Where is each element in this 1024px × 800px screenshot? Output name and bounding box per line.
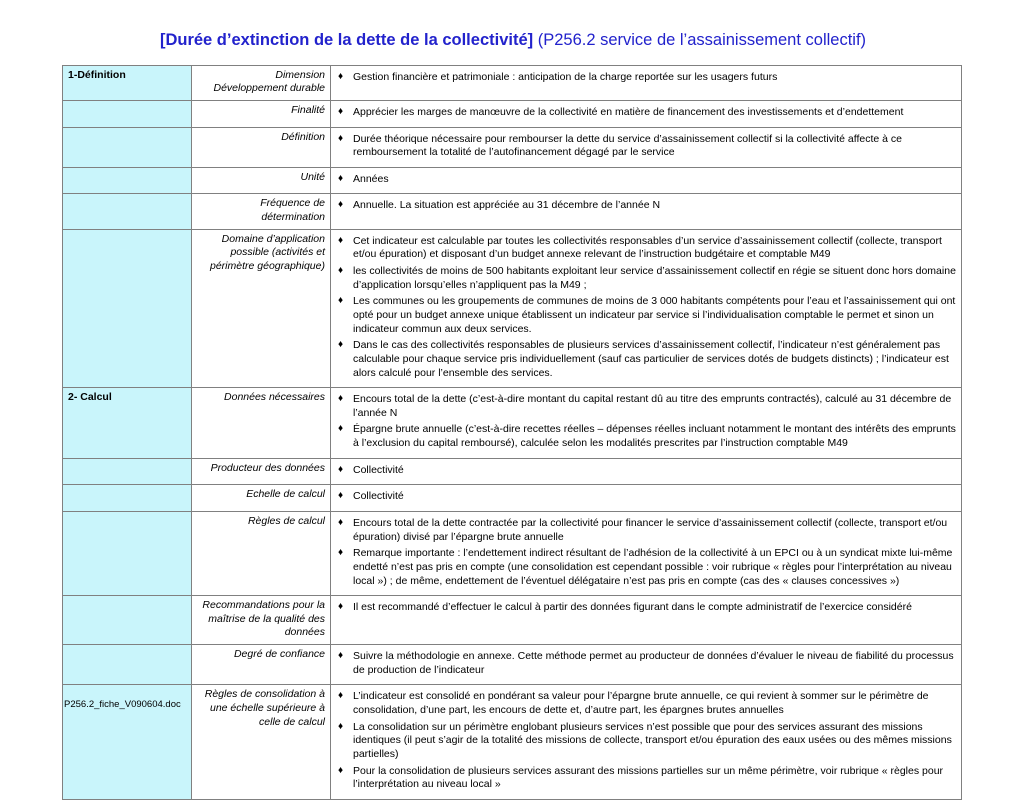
bullet-list <box>336 235 956 380</box>
section-filler <box>63 645 192 685</box>
bullet-list <box>336 517 956 588</box>
indicator-sheet-table <box>62 65 962 800</box>
section-filler <box>63 485 192 512</box>
bullet-item: ♦ Collectivité <box>336 490 956 504</box>
row-label: Finalité <box>192 100 331 127</box>
bullet-item: ♦ Années <box>336 173 956 187</box>
table-row <box>63 127 962 167</box>
bullet-list <box>336 71 956 85</box>
bullet-list <box>336 601 956 615</box>
bullet-item: ♦ Dans le cas des collectivités responsables de plusieurs services d’assainissement collectif, l’indicateur n’est généralement pas calculable pour chaque service pris individuellement (sauf cas particulier de services dotés de budgets distincts) ; l’indicateur est alors calculé pour l’ensemble des services. <box>336 339 956 380</box>
row-content <box>331 65 962 100</box>
row-content <box>331 512 962 596</box>
section-filler <box>63 458 192 485</box>
row-content <box>331 100 962 127</box>
row-label: Fréquence de détermination <box>192 194 331 229</box>
row-content <box>331 194 962 229</box>
section-filler <box>63 194 192 229</box>
bullet-list <box>336 173 956 187</box>
bullet-item: ♦ Collectivité <box>336 464 956 478</box>
bullet-item: ♦ Il est recommandé d’effectuer le calcul à partir des données figurant dans le compte administratif de l’exercice considéré <box>336 601 956 615</box>
table-row <box>63 167 962 194</box>
section-filler <box>63 229 192 387</box>
row-label: Règles de calcul <box>192 512 331 596</box>
bullet-item: ♦ Cet indicateur est calculable par toutes les collectivités responsables d’un service d’assainissement collectif (collecte, transport et/ou épuration) et disposant d’un budget annexe relevant de l’instruction budgétaire et comptable M49 <box>336 235 956 262</box>
row-content <box>331 596 962 645</box>
bullet-list <box>336 464 956 478</box>
row-label: Domaine d’application possible (activités et périmètre géographique) <box>192 229 331 387</box>
bullet-list <box>336 133 956 160</box>
section-filler <box>63 512 192 596</box>
section-header-2: 2- Calcul <box>63 388 192 459</box>
table-row <box>63 685 962 799</box>
bullet-item: ♦ L’indicateur est consolidé en pondérant sa valeur pour l’épargne brute annuelle, ce qui revient à sommer sur le périmètre de consolidation, d’une part, les encours de dette et, d’autre part, les épargnes brutes annuelles <box>336 690 956 717</box>
bullet-item: ♦ Apprécier les marges de manœuvre de la collectivité en matière de financement des investissements et d’endettement <box>336 106 956 120</box>
row-label: Unité <box>192 167 331 194</box>
row-label: Recommandations pour la maîtrise de la qualité des données <box>192 596 331 645</box>
row-content <box>331 127 962 167</box>
row-label: Définition <box>192 127 331 167</box>
row-content <box>331 229 962 387</box>
footer-filename: P256.2_fiche_V090604.doc <box>64 699 181 710</box>
table-row <box>63 194 962 229</box>
bullet-item: ♦ Gestion financière et patrimoniale : anticipation de la charge reportée sur les usagers futurs <box>336 71 956 85</box>
row-label: Echelle de calcul <box>192 485 331 512</box>
bullet-list <box>336 490 956 504</box>
row-content <box>331 645 962 685</box>
row-content <box>331 685 962 799</box>
table-row <box>63 100 962 127</box>
bullet-item: ♦ Encours total de la dette contractée par la collectivité pour financer le service d’assainissement collectif (collecte, transport et/ou épuration) divisé par l’épargne brute annuelle <box>336 517 956 544</box>
table-row <box>63 458 962 485</box>
row-label: Règles de consolidation à une échelle supérieure à celle de calcul <box>192 685 331 799</box>
bullet-item: ♦ Les communes ou les groupements de communes de moins de 3 000 habitants compétents pour l’eau et l’assainissement qui ont opté pour un budget annexe unique établissent un indicateur par service si l’individualisation comptable le permet et sinon un indicateur commun aux deux services. <box>336 295 956 336</box>
table-row <box>63 485 962 512</box>
page-title-main: [Durée d’extinction de la dette de la collectivité] <box>159 31 534 49</box>
bullet-item: ♦ Remarque importante : l’endettement indirect résultant de l’adhésion de la collectivité à un EPCI ou à un syndicat mixte lui-même endetté n’est pas pris en compte (une consolidation est cependant possible : voir rubrique « règles pour l’interprétation au niveau local ») ; de même, endettement de l’éventuel délégataire n’est pas pris en compte (cas des « clauses concessives ») <box>336 547 956 588</box>
bullet-item: ♦ Suivre la méthodologie en annexe. Cette méthode permet au producteur de données d’évaluer le niveau de fiabilité du processus de production de l’indicateur <box>336 650 956 677</box>
bullet-list <box>336 393 956 451</box>
bullet-list <box>336 650 956 677</box>
row-label: Producteur des données <box>192 458 331 485</box>
bullet-item: ♦ Pour la consolidation de plusieurs services assurant des missions partielles sur un même périmètre, voir rubrique « règles pour l’interprétation au niveau local » <box>336 765 956 792</box>
bullet-list <box>336 106 956 120</box>
section-filler <box>63 596 192 645</box>
section-header-1: 1-Définition <box>63 65 192 100</box>
table-row <box>63 596 962 645</box>
bullet-list <box>336 199 956 213</box>
bullet-item: ♦ les collectivités de moins de 500 habitants exploitant leur service d’assainissement collectif en régie se situent donc hors domaine d’application lorsqu’elles n’appliquent pas la M49 ; <box>336 265 956 292</box>
table-row <box>63 388 962 459</box>
row-content <box>331 167 962 194</box>
row-label: Degré de confiance <box>192 645 331 685</box>
row-content <box>331 485 962 512</box>
bullet-list <box>336 690 956 791</box>
row-label: Données nécessaires <box>192 388 331 459</box>
table-row <box>63 645 962 685</box>
table-row <box>63 65 962 100</box>
bullet-item: ♦ Encours total de la dette (c’est-à-dire montant du capital restant dû au titre des emprunts contractés), calculé au 31 décembre de l’année N <box>336 393 956 420</box>
bullet-item: ♦ Épargne brute annuelle (c’est-à-dire recettes réelles – dépenses réelles incluant notamment le montant des intérêts des emprunts à l’exclusion du capital remboursé), calculée selon les modalités prescrites par l’instruction comptable M49 <box>336 423 956 450</box>
row-content <box>331 388 962 459</box>
section-filler <box>63 100 192 127</box>
bullet-item: ♦ La consolidation sur un périmètre englobant plusieurs services n’est possible que pour des services assurant des missions identiques (il peut s’agir de la totalité des missions de collecte, transport et/ou épuration des eaux usées ou des mêmes missions partielles) <box>336 721 956 762</box>
page-title-sub: (P256.2 service de l’assainissement collectif) <box>533 31 867 49</box>
page-title <box>62 30 964 51</box>
table-row <box>63 512 962 596</box>
section-filler <box>63 127 192 167</box>
row-label: Dimension Développement durable <box>192 65 331 100</box>
section-filler <box>63 167 192 194</box>
bullet-item: ♦ Durée théorique nécessaire pour rembourser la dette du service d’assainissement collectif si la collectivité affecte à ce remboursement la totalité de l’autofinancement dégagé par le service <box>336 133 956 160</box>
table-row <box>63 229 962 387</box>
bullet-item: ♦ Annuelle. La situation est appréciée au 31 décembre de l’année N <box>336 199 956 213</box>
row-content <box>331 458 962 485</box>
